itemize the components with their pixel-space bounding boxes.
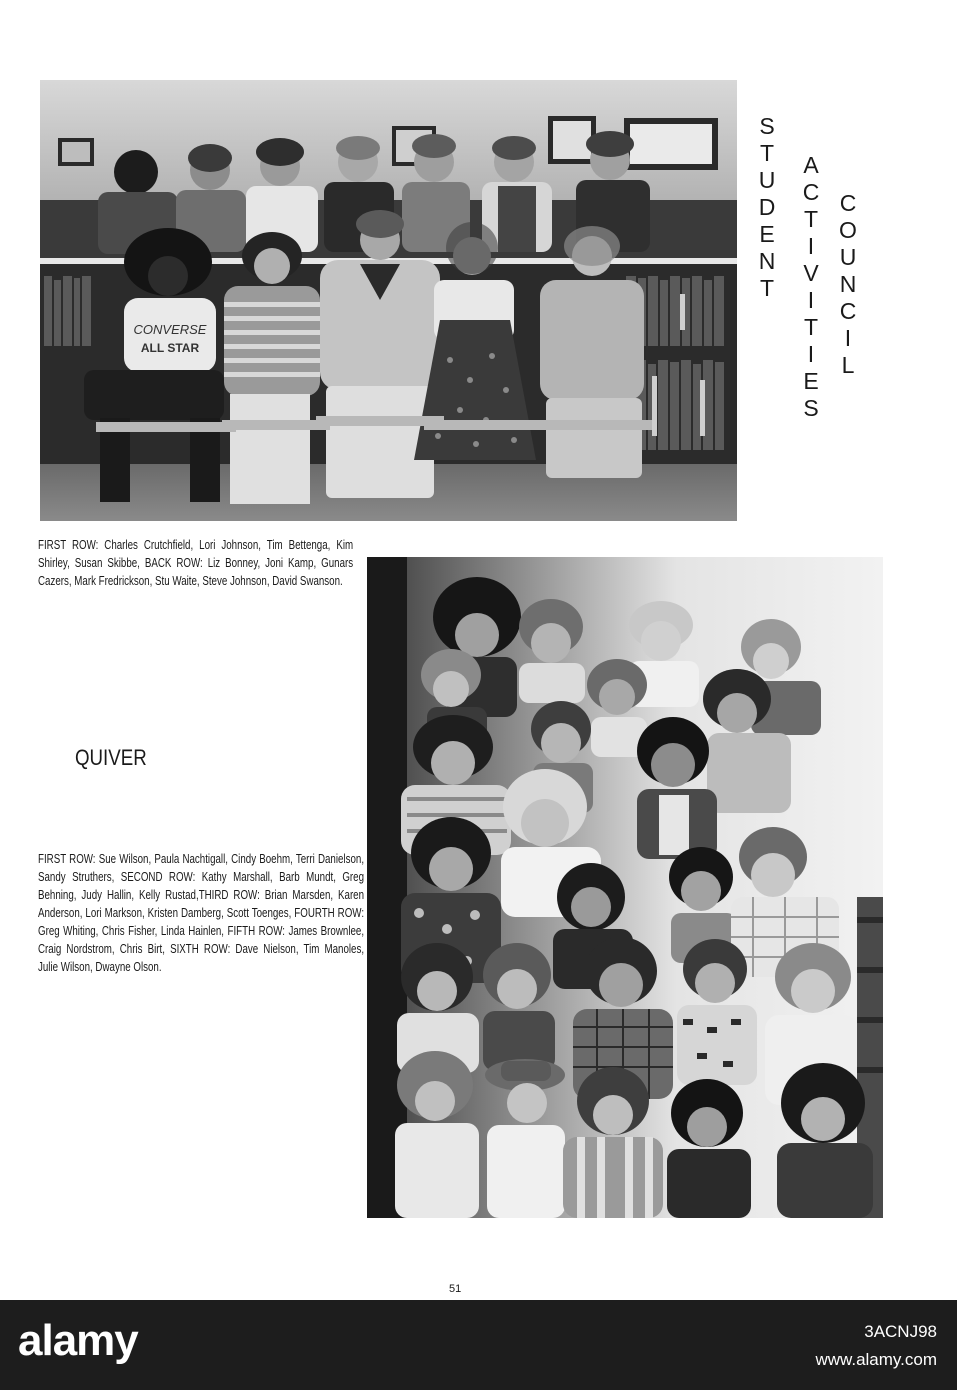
title-letter: U [839,244,857,270]
title-letter: I [844,325,852,351]
student-activities-council-photo [40,80,737,521]
watermark-bar [0,1300,957,1390]
quiver-caption: FIRST ROW: Sue Wilson, Paula Nachtigall, Cindy Boehm, Terri Danielson, Sandy Struthers, SECOND ROW: Kathy Marshall, Barb Mundt, Greg Behning, Judy Hallin, Kelly Rustad,THIRD ROW: Brian Marsden, Karen Anderson, Lori Markson, Kristen Damberg, Scott Toenges, FOURTH ROW: Greg Whiting, Chris Fisher, Linda Hainlen, FIFTH ROW: James Brownlee, Craig Nordstrom, Chris Birt, SIXTH ROW: Dave Nielson, Tim Manoles, Julie Wilson, Dwayne Olson. [38,852,365,974]
watermark-logo: alamy [18,1316,138,1365]
quiver-staff-photo [367,557,883,1218]
student-activities-council-caption: FIRST ROW: Charles Crutchfield, Lori Johnson, Tim Bettenga, Kim Shirley, Susan Skibbe, BACK ROW: Liz Bonney, Joni Kamp, Gunars Cazers, Mark Fredrickson, Stu Waite, Steve Johnson, David Swanson. [38,538,354,588]
page-number: 51 [449,1283,462,1295]
title-letter: T [759,275,775,301]
title-letter: D [758,194,776,220]
title-letter: T [803,206,819,232]
title-word-activities [801,152,821,422]
title-letter: I [807,341,815,367]
title-word-student [757,113,777,302]
title-letter: T [803,314,819,340]
title-letter: L [841,352,855,378]
title-letter: C [839,298,857,324]
title-letter: U [758,167,776,193]
title-letter: S [803,395,819,421]
title-letter: C [839,190,857,216]
title-letter: O [839,217,857,243]
title-letter: I [807,233,815,259]
quiver-title: QUIVER [75,745,147,770]
shirt-text-line-2: ALL STAR [140,341,200,355]
title-letter: N [839,271,857,297]
title-letter: S [759,113,775,139]
title-letter: V [803,260,819,286]
title-letter: A [803,152,819,178]
title-letter: C [802,179,820,205]
title-word-council [838,190,858,379]
watermark-url: www.alamy.com [815,1350,937,1369]
watermark-image-id: 3ACNJ98 [864,1322,937,1341]
title-letter: N [758,248,776,274]
title-letter: E [759,221,775,247]
shirt-text-line-1: CONVERSE [133,322,207,337]
title-letter: T [759,140,775,166]
title-letter: I [807,287,815,313]
title-letter: E [803,368,819,394]
